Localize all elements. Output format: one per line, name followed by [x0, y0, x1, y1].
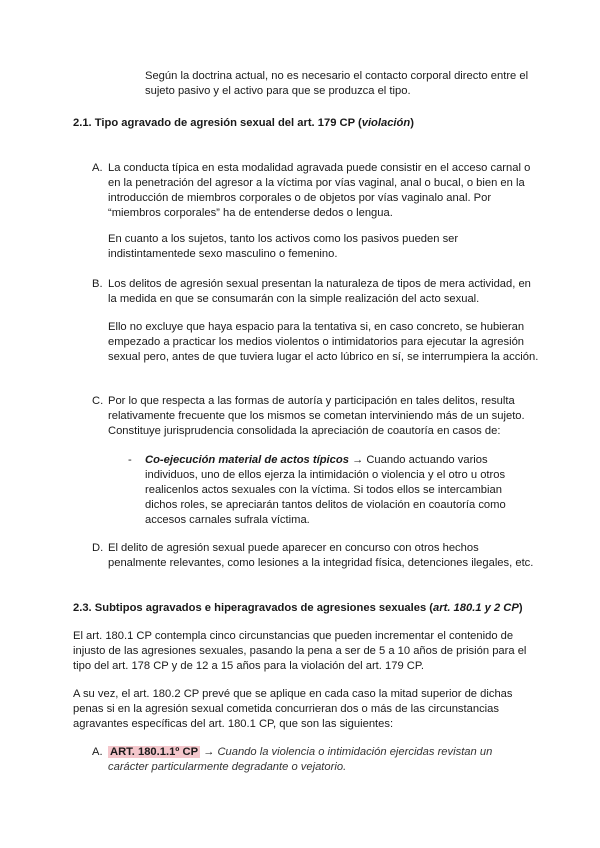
- heading-text: 2.3. Subtipos agravados e hiperagravados de agresiones sexuales (: [73, 602, 434, 614]
- intro-paragraph: Según la doctrina actual, no es necesario el contacto corporal directo entre el sujeto pasivo y el activo para que se produzca el tipo.: [145, 70, 529, 97]
- body-paragraph: A su vez, el art. 180.2 CP prevé que se aplique en cada caso la mitad superior de dichas penas si en la agresión sexual cometida concurrieran dos o más de las circunstancias agravantes específicas del art. 180.1 CP, que son las siguientes:: [73, 688, 513, 730]
- article-highlight: ART. 180.1.1º CP: [110, 746, 199, 758]
- article-text: Cuando la violencia o intimidación ejercidas revistan un carácter particularmente degradante o vejatorio.: [108, 746, 493, 773]
- sub-item-text: Cuando actuando varios individuos, uno de ellos ejerza la intimidación o violencia y el otro u otros realicenlos actos sexuales con la víctima. Si todos ellos se intercambian dichos roles, se apreciarán tantos delitos de violación en coautoría como accesos carnales sufrala víctima.: [145, 454, 506, 526]
- list-item-text: Los delitos de agresión sexual presentan la naturaleza de tipos de mera actividad, en la medida en que se consumarán con la simple realización del acto sexual.: [108, 278, 531, 305]
- list-letter: A.: [92, 746, 103, 758]
- list-letter: A.: [92, 162, 103, 174]
- section-heading-2-3: [73, 601, 553, 616]
- heading-suffix: ): [410, 117, 414, 129]
- list-letter: C.: [92, 395, 104, 407]
- list-item-extra: En cuanto a los sujetos, tanto los activos como los pasivos pueden ser indistintamentede sexo masculino o femenino.: [108, 233, 459, 260]
- list-letter: D.: [92, 542, 104, 554]
- arrow-icon: →: [203, 746, 215, 758]
- arrow-icon: →: [352, 454, 364, 466]
- sub-item: [145, 453, 510, 528]
- list-item-text: Por lo que respecta a las formas de autoría y participación en tales delitos, resulta relativamente frecuente que los mismos se cometan interviniendo más de un sujeto. Constituye jurisprudencia consolidada la apreciación de coautoría en casos de:: [108, 395, 525, 437]
- heading-italic: violación: [361, 117, 411, 129]
- list-item-extra: Ello no excluye que haya espacio para la tentativa si, en caso concreto, se hubieran empezado a practicar los medios violentos o intimidatorios para ejecutar la agresión sexual pero, antes de que tuviera lugar el acto lúbrico en sí, se interrumpiera la acción.: [108, 321, 539, 363]
- sub-item-term: Co-ejecución material de actos típicos: [145, 454, 349, 466]
- sub-item-dash: -: [128, 454, 132, 466]
- heading-italic: art. 180.1 y 2 CP: [433, 602, 519, 614]
- heading-suffix: ): [518, 602, 523, 614]
- section-heading-2-1: [73, 116, 553, 131]
- list-letter: B.: [92, 278, 103, 290]
- article-item: [108, 745, 508, 775]
- list-item-text: El delito de agresión sexual puede aparecer en concurso con otros hechos penalmente relevantes, como lesiones a la integridad física, detenciones ilegales, etc.: [108, 542, 534, 569]
- heading-text: 2.1. Tipo agravado de agresión sexual del art. 179 CP (: [73, 117, 362, 129]
- list-item-text: La conducta típica en esta modalidad agravada puede consistir en el acceso carnal o en la penetración del agresor a la víctima por vías vaginal, anal o bucal, o bien en la introducción de miembros corporales o de objetos por vías vaginalo anal. Por “miembros corporales” ha de entenderse dedos o lengua.: [108, 162, 531, 219]
- body-paragraph: El art. 180.1 CP contempla cinco circunstancias que pueden incrementar el contenido de injusto de las agresiones sexuales, pasando la pena a ser de 5 a 10 años de prisión para el tipo del art. 178 CP y de 12 a 15 años para la violación del art. 179 CP.: [73, 630, 527, 672]
